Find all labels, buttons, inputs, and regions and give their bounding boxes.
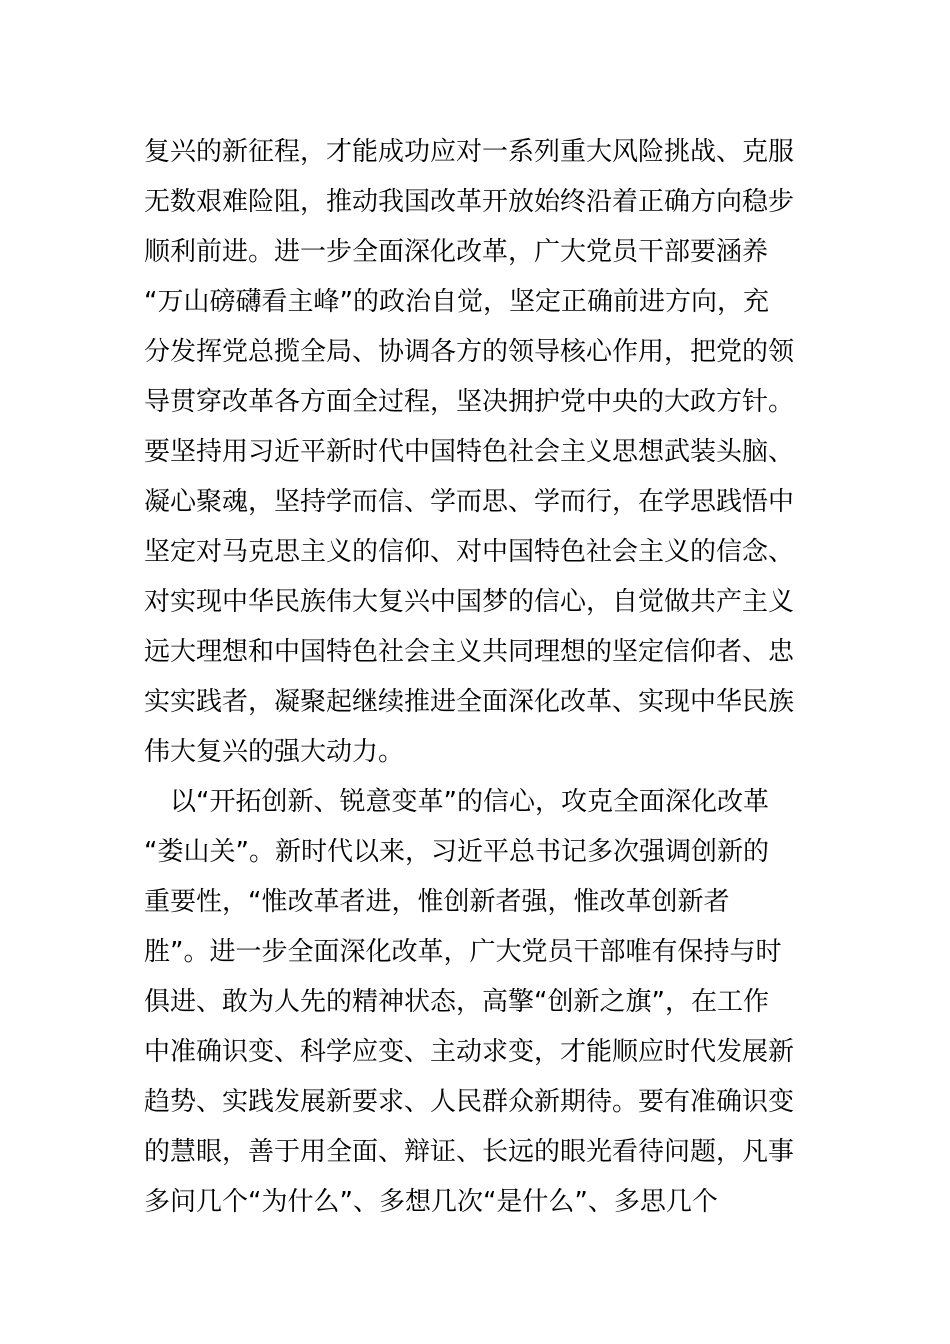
text-line: 凝心聚魂，坚持学而信、学而思、学而行，在学思践悟中: [144, 487, 795, 517]
text-line: 的慧眼，善于用全面、辩证、长远的眼光看待问题，凡事: [144, 1137, 795, 1167]
text-line: “万山磅礴看主峰”的政治自觉，坚定正确前进方向，充: [144, 287, 769, 317]
text-line: 胜”。进一步全面深化改革，广大党员干部唯有保持与时: [144, 937, 782, 967]
paragraph-start-line: 以“开拓创新、锐意变革”的信心，攻克全面深化改革: [170, 787, 769, 817]
text-line: 导贯穿改革各方面全过程，坚决拥护党中央的大政方针。: [144, 387, 795, 417]
text-line: 中准确识变、科学应变、主动求变，才能顺应时代发展新: [144, 1037, 795, 1067]
text-line: 俱进、敢为人先的精神状态，高擎“创新之旗”，在工作: [144, 987, 769, 1017]
text-line: 多问几个“为什么”、多想几次“是什么”、多思几个: [144, 1187, 718, 1217]
text-line: “娄山关”。新时代以来，习近平总书记多次强调创新的: [144, 837, 769, 867]
text-line: 伟大复兴的强大动力。: [144, 737, 405, 767]
text-line: 要坚持用习近平新时代中国特色社会主义思想武装头脑、: [144, 437, 795, 467]
text-line: 复兴的新征程，才能成功应对一系列重大风险挑战、克服: [144, 137, 795, 167]
text-line: 坚定对马克思主义的信仰、对中国特色社会主义的信念、: [144, 537, 795, 567]
text-line: 对实现中华民族伟大复兴中国梦的信心，自觉做共产主义: [144, 587, 795, 617]
text-line: 分发挥党总揽全局、协调各方的领导核心作用，把党的领: [144, 337, 795, 367]
text-line: 趋势、实践发展新要求、人民群众新期待。要有准确识变: [144, 1087, 795, 1117]
text-line: 实实践者，凝聚起继续推进全面深化改革、实现中华民族: [144, 687, 795, 717]
text-line: 顺利前进。进一步全面深化改革，广大党员干部要涵养: [144, 237, 769, 267]
text-line: 重要性，“惟改革者进，惟创新者强，惟改革创新者: [144, 887, 730, 917]
text-line: 远大理想和中国特色社会主义共同理想的坚定信仰者、忠: [144, 637, 795, 667]
text-line: 无数艰难险阻，推动我国改革开放始终沿着正确方向稳步: [144, 187, 795, 217]
body-text: [144, 127, 808, 1227]
